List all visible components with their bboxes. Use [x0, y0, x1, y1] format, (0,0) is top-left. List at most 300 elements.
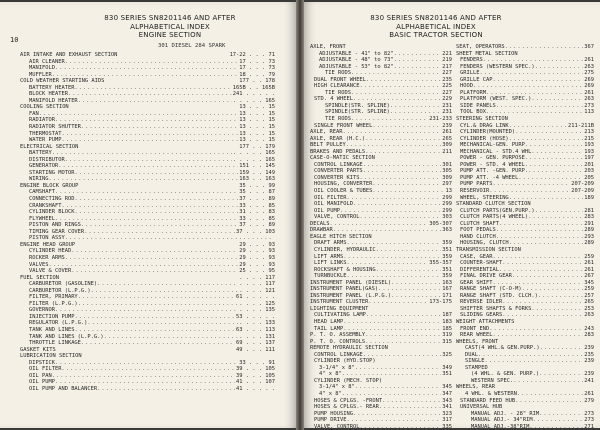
page-reference: 41 . . . . . [236, 385, 275, 392]
entry-title: WIRING [29, 176, 49, 183]
page-reference: 171 [442, 292, 452, 299]
entry-title: WATER PUMP [29, 137, 62, 144]
page-reference: 355-357 [429, 260, 452, 267]
entry-title: WHEELS, REAR [456, 384, 495, 391]
page-reference: 177 . . 178 [239, 78, 275, 85]
page-reference: 359 [442, 253, 452, 260]
page-reference: 299 [442, 194, 452, 201]
entry-title: OIL FILTER [314, 194, 347, 201]
entry-title: LIFT ARMS [314, 253, 344, 260]
entry-title: MANIFOLD HEATER [29, 97, 78, 104]
entry-title: VALVES [29, 261, 49, 268]
page-reference: 273 [584, 102, 594, 109]
entry-title: STAMPED [465, 364, 488, 371]
entry-title: THERMOSTAT [29, 130, 62, 137]
entry-title: CAMSHAFT [29, 189, 55, 196]
entry-title: TANK AND LINES [29, 326, 75, 333]
page-reference: 239 [584, 345, 594, 352]
entry-title: LIFT LINKS [314, 260, 347, 267]
page-reference: 151 . . 145 [239, 163, 275, 170]
entry-title: PUMP HOUSING [314, 410, 353, 417]
entry-title: ROCKSHAFT & HOUSING [314, 266, 376, 273]
page-reference: . . . . 131 [239, 333, 275, 340]
entry-title: CONNECTING ROD [29, 196, 75, 203]
page-reference: 227 [442, 89, 452, 96]
entry-title: INSTRUMENT PANEL (L.P.G.) [310, 292, 392, 299]
entry-title: OIL PAN [29, 372, 52, 379]
entry-title: SEAT, OPERATORS [456, 44, 505, 50]
page-reference: 53 . . . . . [236, 313, 275, 320]
page-reference: 177 . . 179 [239, 143, 275, 150]
entry-title: FAN [29, 110, 39, 117]
page-reference: 261 [442, 129, 452, 136]
book-gutter [296, 0, 304, 430]
page-reference: 259 [584, 253, 594, 260]
page-reference: 261 [584, 260, 594, 267]
page-reference: 205 [584, 174, 594, 181]
entry-title: 3-1/4" x 8" [319, 384, 355, 391]
page-reference: 33 . . . 91 [239, 359, 275, 366]
entry-title: AIR INTAKE AND EXHAUST SECTION [20, 52, 118, 58]
entry-title: BATTERY HEATER [29, 84, 75, 91]
page-reference: 261 [584, 89, 594, 96]
entry-title: DECALS [310, 220, 330, 227]
page-reference: 189 [584, 194, 594, 201]
entry-title: CONVERTER KITS [314, 174, 360, 181]
entry-title: HOUSING, CONVERTER [314, 181, 373, 188]
page-reference: 299 [442, 201, 452, 208]
page-reference: 31 . . . 83 [239, 209, 275, 216]
page-reference: 197 [584, 155, 594, 162]
page-reference: . . . . 121 [239, 287, 275, 294]
entry-title: ENGINE BLOCK GROUP [20, 182, 79, 189]
page-reference: 235 [584, 351, 594, 358]
page-reference: 275 [584, 70, 594, 77]
page-reference: 215 [584, 135, 594, 142]
entry-title: ADJUSTABLE - 41" to 82" [319, 50, 394, 57]
page-reference: 315 [442, 338, 452, 345]
page-reference: 323 [442, 410, 452, 417]
page-reference: 299 [442, 207, 452, 214]
entry-title: FILTER (L.P.G.) [29, 300, 78, 307]
entry-title: CYLINDER BLOCK [29, 209, 75, 216]
entry-title: P. T. O. ASSEMBLY [310, 332, 366, 339]
page-reference: 359 [442, 273, 452, 280]
entry-title: SPINDLE(STR. SPLINE) [325, 102, 390, 109]
entry-title: BLOCK HEATER [29, 91, 68, 98]
page-reference: 309 [442, 174, 452, 181]
entry-title: REVERSE IDLER [460, 299, 503, 306]
entry-title: REMOTE HYDRAULIC SECTION [310, 345, 388, 352]
page-reference: 17 . . . 73 [239, 65, 275, 72]
page-reference: 29 . . . 93 [239, 254, 275, 261]
entry-title: SPINDLE(STR. SPLINE) [325, 109, 390, 116]
page-reference: 217 [442, 63, 452, 70]
right-page [304, 2, 600, 428]
entry-title: TAIL LAMP [314, 325, 344, 332]
entry-title: CRANKSHAFT [29, 202, 62, 209]
entry-title: OIL FILTER [29, 366, 62, 373]
page-reference: 243 [584, 325, 594, 332]
entry-title: TRANSMISSION SECTION [456, 246, 521, 253]
entry-title: 4" x 8" [319, 390, 342, 397]
page-reference: 13 [445, 188, 452, 195]
entry-title: VALVE, CONTROL [314, 423, 360, 428]
page-reference: 187 [442, 312, 452, 319]
page-reference: 29 . . . 93 [239, 248, 275, 255]
page-reference: 185 [442, 325, 452, 332]
page-reference: 213 [584, 129, 594, 136]
entry-title: GRILLE [460, 70, 480, 77]
entry-title: TOOL BOX [460, 109, 486, 116]
entry-title: STANDARD CLUTCH SECTION [456, 201, 531, 208]
page-reference: . . . . 133 [239, 320, 275, 327]
entry-title: VALVE, CONTROL [314, 214, 360, 221]
entry-title: POWER - GEN. PURPOSE [460, 155, 525, 162]
page-reference: 341 [442, 404, 452, 411]
entry-title: OIL COOLER & TUBES [314, 188, 373, 195]
page-reference: 33 . . . 85 [239, 215, 275, 222]
entry-title: SINGLE FRONT WHEEL [314, 122, 373, 129]
page-reference: 39 . . . 105 [236, 366, 275, 373]
entry-title: EAGLE HITCH SECTION [310, 233, 372, 240]
page-reference: 351 [442, 266, 452, 273]
entry-title: THROTTLE LINKAGE [29, 340, 81, 347]
page-reference: 235 [442, 76, 452, 83]
page-reference: 113 [584, 109, 594, 116]
page-reference: 193 [584, 148, 594, 155]
page-reference: 291 [584, 220, 594, 227]
header-line: 830 SERIES SN8201146 AND AFTER [370, 14, 502, 22]
entry-title: FOOT PEDALS [460, 227, 496, 234]
entry-title: SINGLE [465, 358, 485, 365]
entry-title: TURNBUCKLE [314, 273, 347, 280]
entry-title: DUAL [465, 351, 478, 358]
page-reference: 363 [442, 227, 452, 234]
page-reference: 39 . . . 105 [236, 372, 275, 379]
entry-title: SHEET METAL SECTION [456, 50, 518, 57]
page-reference: 193 [584, 142, 594, 149]
page-reference: 293 [584, 233, 594, 240]
page-reference: 37 . . . 89 [239, 222, 275, 229]
entry-title: CYLINDER HEAD [29, 248, 72, 255]
page-reference: 297 [442, 181, 452, 188]
entry-title: DIFFERENTIAL [460, 266, 499, 273]
entry-title: SHIFTER SHAFTS & FORKS [460, 305, 532, 312]
entry-title: AIR CLEANER [29, 58, 65, 65]
entry-title: INSTRUMENT PANEL (DIESEL) [310, 279, 392, 286]
page-reference: 183 [442, 318, 452, 325]
entry-title: CULTIVATING LAMP [314, 312, 366, 319]
entry-title: INSTRUMENT PANEL(GAS) [310, 286, 379, 293]
entry-title: COOLING SECTION [20, 104, 69, 111]
page-reference: 231-233 [429, 116, 452, 123]
entry-title: CYLINDER, HYDRAULIC [314, 246, 376, 253]
page-reference: 37 . . . 103 [236, 228, 275, 235]
entry-title: MECHANICAL-GEN. PURP [460, 142, 525, 149]
page-reference: 225 [442, 83, 452, 90]
entry-title: POWER - STD. 4 WHEEL [460, 161, 525, 168]
entry-title: FRONT END [460, 325, 490, 332]
index-column [456, 44, 594, 428]
entry-title: BELT PULLEY [310, 142, 346, 149]
page-reference: 29 . . . 93 [239, 261, 275, 268]
entry-title: FENDERS [460, 57, 483, 64]
entry-title: MECHANICAL - STD.4 WHL [460, 148, 532, 155]
page-reference: 13 . . . 15 [239, 130, 275, 137]
page-reference: 345 [584, 279, 594, 286]
entry-title: P. T. O. CONTROLS [310, 338, 366, 345]
page-reference: 283 [584, 214, 594, 221]
entry-title: SLIDING GEARS [460, 312, 503, 319]
page-reference: 163 [442, 279, 452, 286]
page-reference: . . . . 125 [239, 300, 275, 307]
entry-title: TIE RODS [325, 89, 351, 96]
page-reference: 221 [442, 50, 452, 57]
page-reference: 49 . . . 111 [236, 346, 275, 353]
entry-title: HIGH CLEARANCE [314, 83, 360, 90]
index-entry [456, 424, 594, 428]
header-line: ALPHABETICAL INDEX [130, 22, 210, 31]
entry-title: PUMP ATT. -GEN. PURP. [460, 168, 529, 175]
page-reference: 261 [584, 266, 594, 273]
entry-title: 3-1/4" x 8" [319, 364, 355, 371]
page-reference: 239 [442, 122, 452, 129]
page-reference: 231 [442, 102, 452, 109]
entry-title: TIMING GEAR COVER [29, 228, 85, 235]
header-line: ENGINE SECTION [138, 31, 202, 39]
entry-title: DUAL FRONT WHEEL [314, 76, 366, 83]
entry-title: CONVERTER PARTS [314, 168, 363, 175]
entry-title: CARBURETOR (L.P.G.) [29, 287, 91, 294]
entry-title: CYLINDER (HYD.STOP) [314, 358, 376, 365]
page-reference: 367 [584, 44, 594, 50]
entry-title: CYLINDER (HOSE) [460, 135, 509, 142]
entry-title: STEERING SECTION [456, 116, 508, 123]
page-reference: 305 [442, 168, 452, 175]
entry-title: PUMP PARTS [460, 181, 493, 188]
entry-title: CLUTCH PARTS(4 WHEEL) [460, 214, 529, 221]
entry-title: RANGE SHAFT (C-O-M) [460, 286, 522, 293]
page-reference: 219 [442, 57, 452, 64]
page-reference: 69 . . . 137 [236, 340, 275, 347]
entry-title: GENERATOR [29, 163, 59, 170]
page-reference: 165B . . 165B [232, 84, 275, 91]
entry-title: MANIFOLD [29, 65, 55, 72]
page-number: 10 [10, 36, 19, 44]
entry-title: 4" x 8" [319, 371, 342, 378]
index-entry [20, 386, 275, 393]
entry-title: LIGHTING EQUIPMENT [310, 305, 369, 312]
entry-title: OIL PUMP [314, 207, 340, 214]
page-reference: . . . . 117 [239, 281, 275, 288]
page-reference: 207-209 [571, 188, 594, 195]
entry-title: HOSES & CPLGS.- REAR [314, 404, 379, 411]
entry-title: PUMP DRIVE [314, 417, 347, 424]
left-page [0, 2, 296, 428]
page-reference: 289 [584, 240, 594, 247]
page-reference: 261 [584, 57, 594, 64]
page-reference: 347 [442, 390, 452, 397]
page-reference: 283 [584, 332, 594, 339]
entry-title: WHEELS, FRONT [456, 338, 499, 345]
page-reference: . . . . . 165 [232, 97, 275, 104]
page-reference: 349 [442, 364, 452, 371]
entry-title: CARBURETOR (GASOLINE) [29, 281, 98, 288]
entry-title: HOOD [460, 83, 473, 90]
page-reference: 351 [442, 371, 452, 378]
page-reference: 259 [584, 286, 594, 293]
page-reference: 359 [442, 240, 452, 247]
entry-title: GRILLE CAP [460, 76, 493, 83]
entry-title: TIE RODS [325, 70, 351, 77]
entry-title: MANUAL ADJ.- 34"RIM [471, 417, 533, 424]
entry-title: (4 WHL. & GEN. PURP.) [471, 371, 540, 378]
entry-title: DRAWBAR [310, 227, 333, 234]
page-reference: 239 [584, 371, 594, 378]
page-reference: 263 [584, 63, 594, 70]
page-reference: 173-175 [429, 299, 452, 306]
entry-title: MANUAL ADJ. - 28" RIM [471, 410, 540, 417]
entry-title: AXLE, REAR [310, 129, 343, 136]
page-reference: . . . . 117 [239, 274, 275, 281]
entry-title: GOVERNOR [29, 307, 55, 314]
entry-title: WESTERN SPEC. [471, 377, 514, 384]
entry-title: COUNTER-SHAFT [460, 260, 503, 267]
page-reference: 263 [584, 312, 594, 319]
entry-title: PLATFORM (WEST. SPEC.) [460, 96, 532, 103]
engine-type-subheader: 301 DIESEL 284 SPARK [158, 43, 226, 49]
page-reference: 343 [442, 397, 452, 404]
page-reference: 273 [584, 410, 594, 417]
page-reference: . . . . 135 [239, 307, 275, 314]
page-reference: 231 [442, 109, 452, 116]
entry-title: STARTING MOTOR [29, 169, 75, 176]
page-reference: 63 . . . 113 [236, 326, 275, 333]
header-line: BASIC TRACTOR SECTION [389, 31, 483, 39]
entry-title: STD. 4 WHEEL [314, 96, 353, 103]
entry-title: CAST(4 WHL.& GEN.PURP.) [465, 345, 540, 352]
page-reference: 13 . . . 15 [239, 137, 275, 144]
page-reference: 227 [442, 70, 452, 77]
entry-title: FILTER, PRIMARY [29, 294, 78, 301]
page-reference: 335 [442, 423, 452, 428]
page-reference: 167 [442, 286, 452, 293]
entry-title: FENDERS (WESTERN SPEC.) [460, 63, 535, 70]
entry-title: CONTROL LINKAGE [314, 351, 363, 358]
page-reference: 207-209 [571, 181, 594, 188]
entry-title: HOSES & CPLGS. -FRONT [314, 397, 383, 404]
entry-title: PUMP ATT. -4 WHEEL [460, 174, 519, 181]
entry-title: STANDARD FEED HUB [460, 397, 516, 404]
entry-title: CYLINDER (MECH. STOP) [314, 377, 383, 384]
entry-title: GASKET KITS [20, 346, 56, 353]
entry-title: PLATFORM [460, 89, 486, 96]
entry-title: ENGINE HEAD GROUP [20, 241, 76, 248]
page-reference: 41 . . . 107 [236, 379, 275, 386]
entry-title: ADJUSTABLE - 53" to 82" [319, 63, 394, 70]
entry-title: ADJUSTABLE - 48" to 73" [319, 57, 394, 64]
entry-title: FUEL SECTION [20, 274, 59, 281]
page-reference: 13 . . . 15 [239, 110, 275, 117]
page-reference: 159 . . 149 [239, 169, 275, 176]
entry-title: CLUTCH PARTS(GEN.PURP.) [460, 207, 535, 214]
entry-title: ELECTRICAL SECTION [20, 143, 79, 150]
entry-title: RANGE SHAFT (STD. CLCH.) [460, 292, 538, 299]
entry-title: CLUTCH SHAFT [460, 220, 499, 227]
page-reference: 13 . . . 15 [239, 104, 275, 111]
entry-title: RESERVOIR [460, 188, 490, 195]
page-reference: 29 . . . 93 [239, 241, 275, 248]
entry-title: OIL PUMP AND BALANCER [29, 385, 98, 392]
page-reference: 279 [584, 397, 594, 404]
entry-title: INJECTION PUMP [29, 313, 75, 320]
index-column [20, 52, 275, 392]
page-reference: 289 [584, 227, 594, 234]
entry-title: PISTON AND RINGS [29, 222, 81, 229]
entry-title: OIL PUMP [29, 379, 55, 386]
page-reference: 351 [442, 246, 452, 253]
page-reference: 281 [584, 207, 594, 214]
entry-title: FINAL DRIVE GEAR [460, 273, 512, 280]
entry-title: GEAR SHIFT [460, 279, 493, 286]
page-reference: 305-307 [429, 220, 452, 227]
page-reference: 261 [584, 390, 594, 397]
entry-title: CYL.& DRAG LINK [460, 122, 509, 129]
index-entry [310, 424, 452, 428]
page-reference: 25 . . . 95 [239, 268, 275, 275]
entry-title: HOUSING, CLUTCH [460, 240, 509, 247]
page-reference: 61 . . . . . [236, 294, 275, 301]
entry-title: CASE, GEAR [460, 253, 493, 260]
page-reference: 319 [442, 332, 452, 339]
page-reference: 303 [442, 214, 452, 221]
dot-leader [529, 424, 583, 428]
page-reference: 163 . . 163 [239, 176, 275, 183]
entry-title: HEAD LAMP [314, 318, 344, 325]
page-reference: 317 [442, 417, 452, 424]
page-reference: 17-22 . . . 71 [229, 52, 275, 58]
entry-title: BATTERY [29, 150, 52, 157]
entry-title: COLD WEATHER STARTING AIDS [20, 78, 105, 85]
page-reference: 269 [584, 83, 594, 90]
header-line: ALPHABETICAL INDEX [396, 22, 476, 31]
entry-title: VALVE & COVER [29, 268, 72, 275]
entry-title: DIPSTICK [29, 359, 55, 366]
entry-title: REAR WHEEL [460, 332, 493, 339]
entry-title: RADIATOR SHUTTER [29, 124, 81, 131]
page-reference: 35 . . . 99 [239, 182, 275, 189]
page-reference: 309 [442, 142, 452, 149]
page-reference: 239 [584, 358, 594, 365]
entry-title: FLYWHEEL [29, 215, 55, 222]
page-reference: 241 . . . . . [232, 91, 275, 98]
page-reference: 263 [584, 96, 594, 103]
page-reference: 345 [442, 384, 452, 391]
page-reference: 17 . . . 73 [239, 58, 275, 65]
entry-title: DISTRIBUTOR [29, 156, 65, 163]
page-reference: 325 [442, 351, 452, 358]
page-reference: 211-211B [568, 122, 594, 129]
dot-leader [97, 386, 235, 393]
index-column [310, 44, 452, 428]
entry-title: REGULATOR (L.P.G.) [29, 320, 88, 327]
entry-title: MANUAL ADJ.-38"RIM [471, 423, 530, 428]
entry-title: INSTRUMENT CLUSTER [310, 299, 369, 306]
entry-title: MUFFLER [29, 71, 52, 78]
page-reference: 257 [584, 292, 594, 299]
page-reference: 253 [584, 305, 594, 312]
